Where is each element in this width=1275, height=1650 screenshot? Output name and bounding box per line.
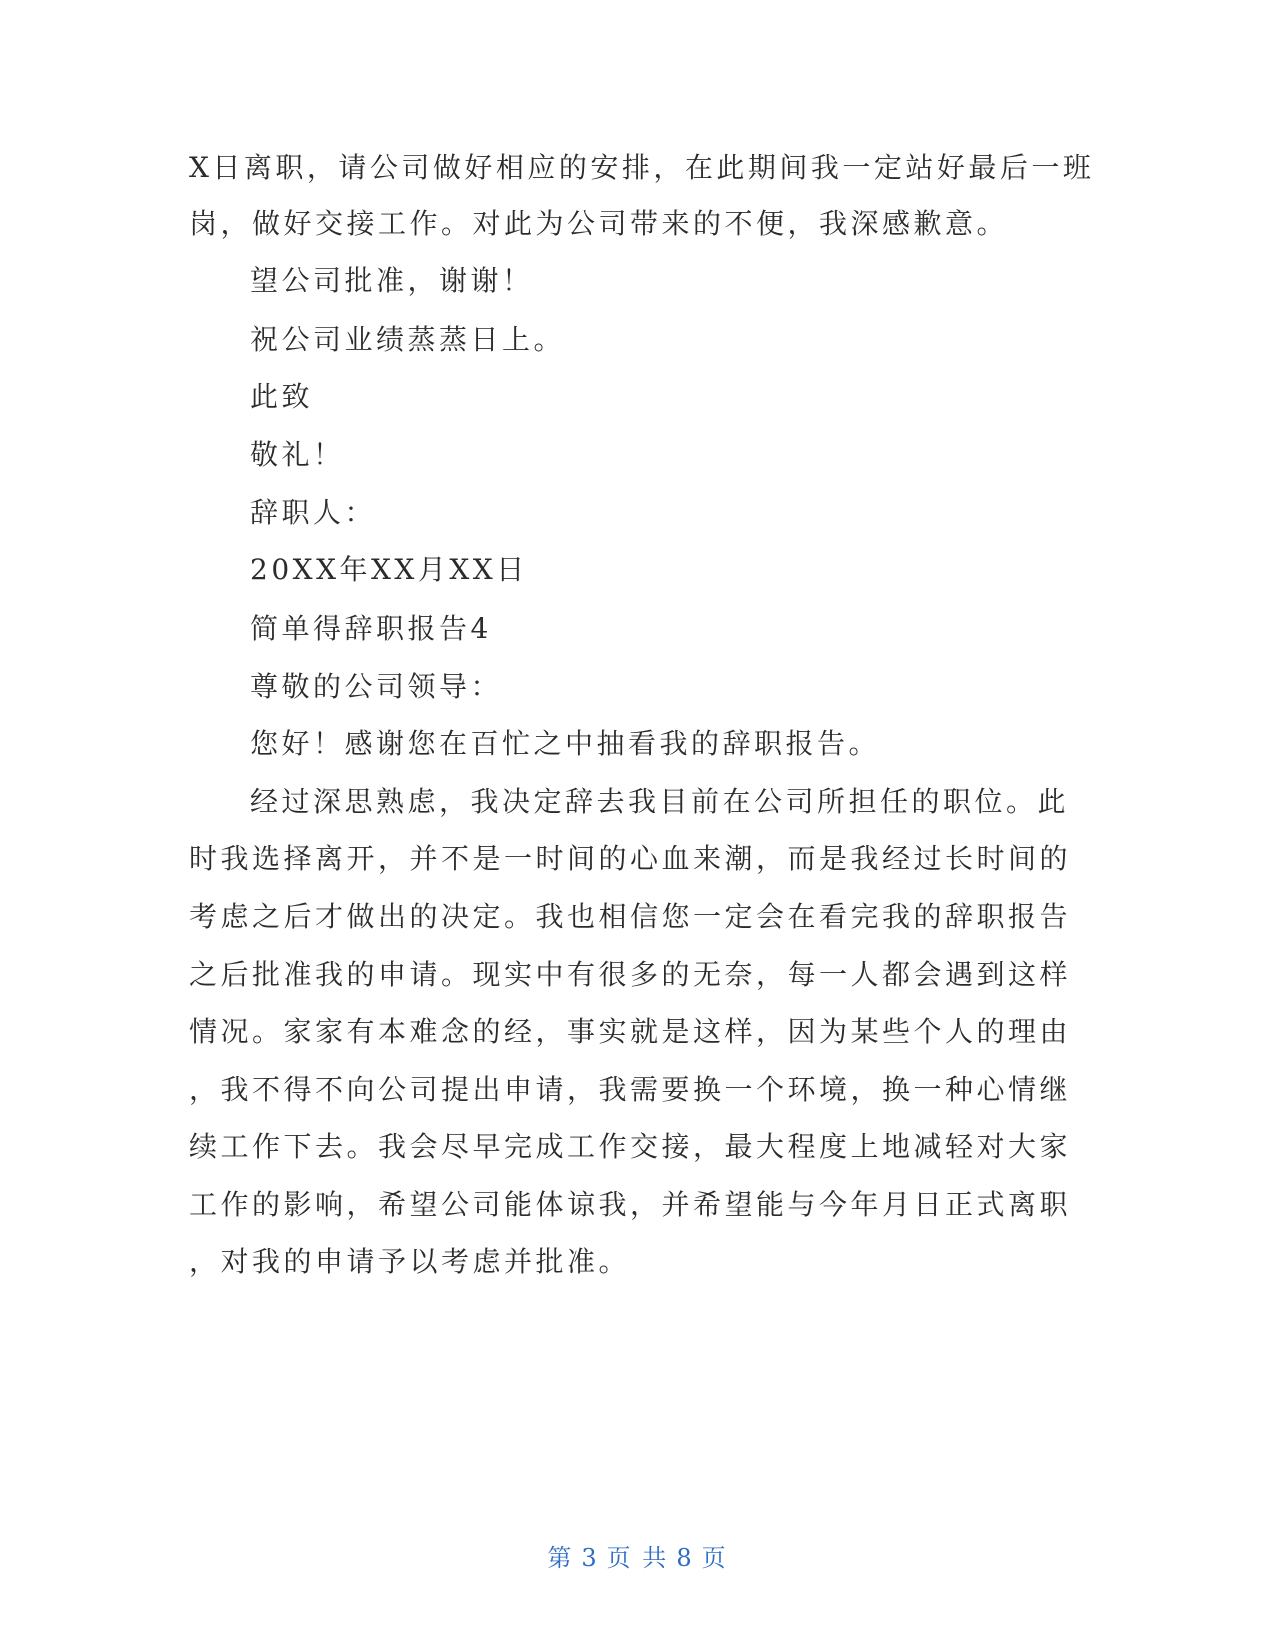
page-footer bbox=[0, 1538, 1275, 1573]
body-line: 望公司批准，谢谢！ bbox=[250, 264, 534, 297]
body-line: 您好！感谢您在百忙之中抽看我的辞职报告。 bbox=[250, 727, 881, 760]
total-pages-number: 8 bbox=[676, 1544, 694, 1572]
body-line: 情况。家家有本难念的经，事实就是这样，因为某些个人的理由 bbox=[189, 1015, 1072, 1048]
salutation-line: 敬礼！ bbox=[250, 438, 345, 471]
body-line: 考虑之后才做出的决定。我也相信您一定会在看完我的辞职报告 bbox=[189, 900, 1072, 933]
body-line: 经过深思熟虑，我决定辞去我目前在公司所担任的职位。此 bbox=[250, 785, 1070, 818]
body-line: 祝公司业绩蒸蒸日上。 bbox=[250, 323, 566, 356]
greeting-line: 尊敬的公司领导： bbox=[250, 670, 503, 703]
body-line: ，对我的申请予以考虑并批准。 bbox=[189, 1245, 631, 1278]
body-line: 之后批准我的申请。现实中有很多的无奈，每一人都会遇到这样 bbox=[189, 958, 1072, 991]
footer-prefix: 第 bbox=[547, 1544, 574, 1572]
body-line: X日离职，请公司做好相应的安排，在此期间我一定站好最后一班 bbox=[189, 151, 1095, 184]
current-page-number: 3 bbox=[581, 1544, 599, 1572]
signature-label: 辞职人： bbox=[250, 496, 377, 529]
salutation-line: 此致 bbox=[250, 380, 314, 413]
footer-suffix: 页 bbox=[701, 1544, 728, 1572]
body-line: 时我选择离开，并不是一时间的心血来潮，而是我经过长时间的 bbox=[189, 842, 1072, 875]
body-line: 续工作下去。我会尽早完成工作交接，最大程度上地减轻对大家 bbox=[189, 1130, 1072, 1163]
date-line: 20XX年XX月XX日 bbox=[250, 553, 528, 586]
section-heading: 简单得辞职报告4 bbox=[250, 612, 492, 645]
footer-middle: 页 共 bbox=[606, 1544, 669, 1572]
body-line: ，我不得不向公司提出申请，我需要换一个环境，换一种心情继 bbox=[189, 1073, 1072, 1106]
body-line: 工作的影响，希望公司能体谅我，并希望能与今年月日正式离职 bbox=[189, 1188, 1072, 1221]
body-line: 岗，做好交接工作。对此为公司带来的不便，我深感歉意。 bbox=[189, 207, 1009, 240]
